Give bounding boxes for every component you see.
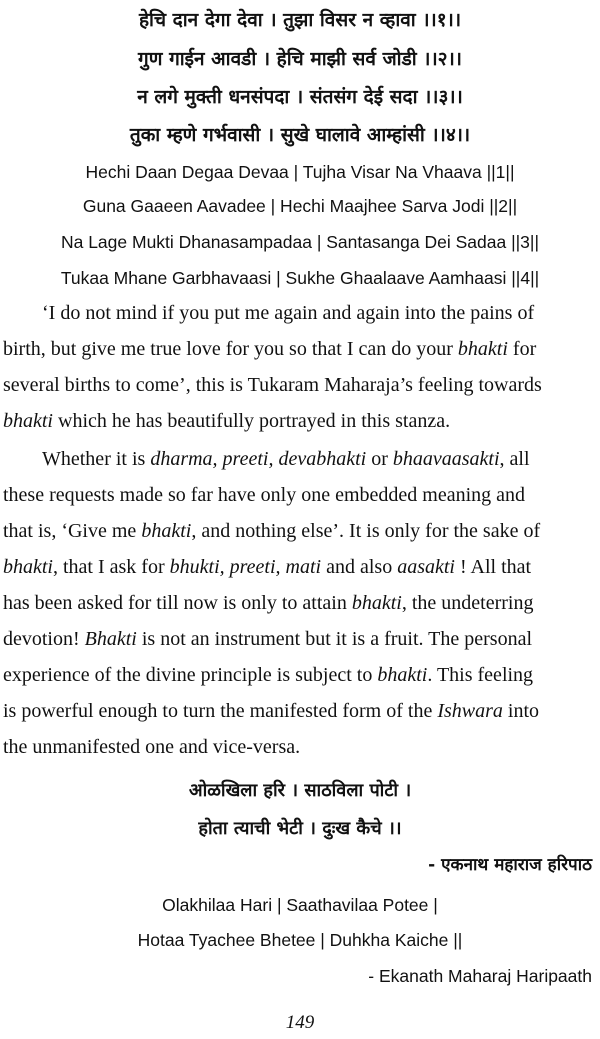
- verse-translit-line-1: Hechi Daan Degaa Devaa | Tujha Visar Na Vhaava ||1||: [85, 162, 515, 182]
- italic-term: bhakti: [351, 592, 402, 614]
- italic-term: Bhakti: [84, 628, 137, 650]
- quote-marathi-line-2: होता त्याची भेटी । दुःख कैचे ।।: [198, 818, 402, 839]
- paragraph-2-line-4: bhakti, that I ask for bhukti, preeti, mati and also aasakti ! All that: [3, 556, 532, 578]
- paragraph-2-line-1: Whether it is dharma, preeti, devabhakti or bhaavaasakti, all: [42, 448, 530, 470]
- paragraph-1-line-1: ‘I do not mind if you put me again and again into the pains of: [42, 302, 535, 324]
- paragraph-1-line-3: several births to come’, this is Tukaram Maharaja’s feeling towards: [3, 374, 542, 396]
- paragraph-2-line-7: experience of the divine principle is subject to bhakti. This feeling: [3, 664, 534, 686]
- quote-translit-line-1: Olakhilaa Hari | Saathavilaa Potee |: [162, 895, 438, 915]
- verse-marathi-line-1: हेचि दान देगा देवा । तुझा विसर न व्हावा ।।१।।: [138, 9, 462, 31]
- italic-term: bhakti: [457, 338, 508, 360]
- quote-marathi-line-1: ओळखिला हरि । साठविला पोटी ।: [188, 780, 412, 801]
- paragraph-1-line-4: bhakti which he has beautifully portrayed in this stanza.: [3, 410, 451, 432]
- paragraph-2-line-8: is powerful enough to turn the manifested form of the Ishwara into: [3, 700, 540, 722]
- paragraph-2-line-6: devotion! Bhakti is not an instrument but it is a fruit. The personal: [3, 628, 533, 650]
- italic-term: dharma, preeti, devabhakti: [150, 448, 367, 470]
- paragraph-2-line-9: the unmanifested one and vice-versa.: [3, 736, 301, 758]
- italic-term: bhakti: [141, 520, 192, 542]
- verse-translit-line-3: Na Lage Mukti Dhanasampadaa | Santasanga Dei Sadaa ||3||: [60, 232, 540, 252]
- italic-term: bhakti: [3, 410, 53, 432]
- paragraph-1-line-2: birth, but give me true love for you so that I can do your bhakti for: [3, 338, 537, 360]
- verse-translit-line-4: Tukaa Mhane Garbhavaasi | Sukhe Ghaalaave Aamhaasi ||4||: [60, 268, 540, 288]
- italic-term: Ishwara: [437, 700, 503, 722]
- quote-translit-source: - Ekanath Maharaj Haripaath: [368, 966, 592, 986]
- paragraph-2-line-3: that is, ‘Give me bhakti, and nothing else’. It is only for the sake of: [3, 520, 541, 542]
- verse-marathi-line-4: तुका म्हणे गर्भवासी । सुखे घालावे आम्हांसी ।।४।।: [129, 124, 471, 146]
- quote-translit-line-2: Hotaa Tyachee Bhetee | Duhkha Kaiche ||: [137, 930, 463, 950]
- verse-marathi-line-3: न लगे मुक्ती धनसंपदा । संतसंग देई सदा ।।३।।: [137, 86, 463, 108]
- italic-term: aasakti: [397, 556, 455, 578]
- paragraph-2-line-2: these requests made so far have only one embedded meaning and: [3, 484, 526, 506]
- verse-translit-line-2: Guna Gaaeen Aavadee | Hechi Maajhee Sarva Jodi ||2||: [82, 196, 518, 216]
- quote-marathi-source: - एकनाथ महाराज हरिपाठ: [428, 855, 592, 875]
- page-number: 149: [285, 1012, 315, 1033]
- paragraph-2-line-5: has been asked for till now is only to attain bhakti, the undeterring: [3, 592, 534, 614]
- italic-term: bhaavaasakti: [392, 448, 500, 470]
- verse-marathi-line-2: गुण गाईन आवडी । हेचि माझी सर्व जोडी ।।२।।: [138, 48, 462, 70]
- italic-term: bhakti: [3, 556, 53, 578]
- italic-term: bhukti, preeti, mati: [169, 556, 322, 578]
- italic-term: bhakti: [377, 664, 428, 686]
